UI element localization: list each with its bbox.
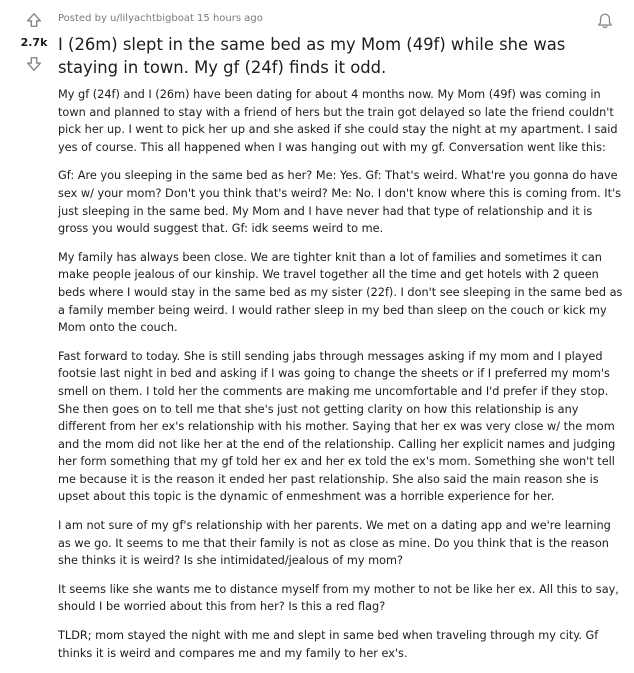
post-paragraph: My gf (24f) and I (26m) have been dating for about 4 months now. My Mom (49f) was coming in town and planned to stay with a friend of hers but the train got delayed so late the friend couldn't pick her up. I went to pick her up and she asked if she could stay the night at my apartment. I said yes of course. This all happened when I was hanging out with my gf. Conversation went like this: <box>58 88 618 154</box>
post-paragraph: Gf: Are you sleeping in the same bed as her? Me: Yes. Gf: That's weird. What're you gonna do have sex w/ your mom? Don't you think that's weird? Me: No. I don't know where this is coming from. It's just sleeping in the same bed. My Mom and I have never had that type of relationship and it is gross you would suggest that. Gf: idk seems weird to me. <box>58 169 622 236</box>
post-body <box>58 86 624 673</box>
downvote-icon[interactable] <box>25 55 43 73</box>
post-meta: Posted by u/lilyachtbigboat 15 hours ago <box>58 13 263 24</box>
post-paragraph: TLDR; mom stayed the night with me and slept in same bed when traveling through my city. Gf thinks it is weird and compares me and my family to her ex's. <box>58 629 599 660</box>
post-paragraph: It seems like she wants me to distance myself from my mother to not be like her ex. All this to say, should I be worried about this from her? Is this a red flag? <box>58 582 619 614</box>
post-title[interactable]: I (26m) slept in the same bed as my Mom (49f) while she was staying in town. My gf (24f) finds it odd. <box>58 35 566 77</box>
bell-icon[interactable] <box>596 12 614 30</box>
post-paragraph: Fast forward to today. She is still sending jabs through messages asking if my mom and I played footsie last night in bed and asking if I was going to change the sheets or if I preferred my mom's smell on them. I told her the comments are making me uncomfortable and I'd prefer if they stop. She then goes on to tell me that she's just not getting clarity on how this relationship is any different from her ex's relationship with his mother. Saying that her ex was very close w/ the mom and the mom did not like her at the end of the relationship. Calling her explicit names and judging her form something that my gf told her ex and her ex told the ex's mom. Something she won't tell me because it is the reason it ended her past relationship. She also said the main reason she is upset about this topic is the dynamic of enmeshment was a horrible experience for her. <box>58 349 616 504</box>
post-paragraph: I am not sure of my gf's relationship with her parents. We met on a dating app and we're learning as we go. It seems to me that their family is not as close as mine. Do you think that is the reason she thinks it is weird? Is she intimidated/jealous of my mom? <box>58 519 611 568</box>
vote-count: 2.7k <box>20 36 48 49</box>
post-paragraph: My family has always been close. We are tighter knit than a lot of families and sometimes it can make people jealous of our kinship. We travel together all the time and get hotels with 2 queen beds where I would stay in the same bed as my sister (22f). I don't see sleeping in the same bed as a family member being weird. I would rather sleep in my bed than sleep on the couch or kick my Mom onto the couch. <box>58 250 623 335</box>
upvote-icon[interactable] <box>25 11 43 29</box>
vote-column <box>0 0 52 643</box>
